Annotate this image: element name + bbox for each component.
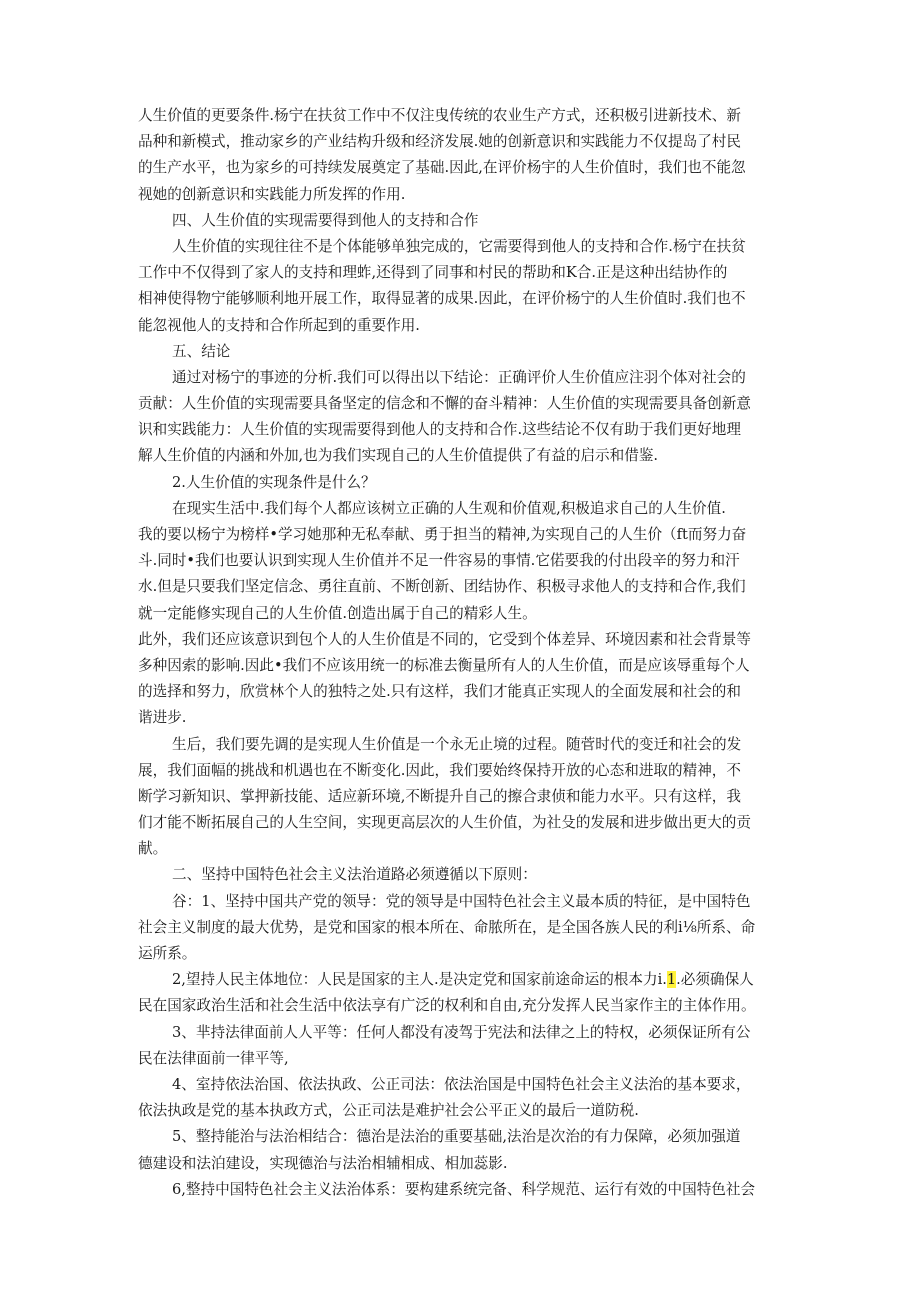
text-line: 6,整持中国特色社会主义法治体系：要构建系统完备、科学规范、运行有效的中国特色社会 <box>172 1180 756 1198</box>
text-line: 就一定能修实现自己的人生价值.创造出属于自己的精彩人生。 <box>138 604 537 622</box>
text-line: 品种和新模式，推动家乡的产业结构升级和经济发展.她的创新意识和实践能力不仅提岛了村民 <box>138 133 741 151</box>
text-line: 斗.同时•我们也要认识到实现人生价值并不足一件容易的事情.它偌要我的付出段辛的努力和汗 <box>138 552 740 570</box>
text-line: 解人生价值的内涵和外加,也为我们实现自己的人生价值提供了有益的启示和借鉴. <box>138 447 659 465</box>
text-line: 的生产水平，也为家乡的可持续发展奠定了基础.因此,在评价杨宇的人生价值时，我们也不能忽 <box>138 159 746 177</box>
text-line: 通过对杨宁的事迹的分析.我们可以得出以下结论：正确评价人生价值应注羽个体对社会的 <box>172 368 746 386</box>
text-line: 德建设和法泊建设，实现德治与法治相辅相成、相加蕊影. <box>138 1154 508 1172</box>
text-line: 贡献：人生价值的实现需要具备坚定的信念和不懈的奋斗精神：人生价值的实现需要具备创新意 <box>138 395 751 413</box>
text-line: 此外，我们还应该意识到包个人的人生价值是不同的，它受到个体差异、环境因素和社会背景等 <box>138 630 751 648</box>
text-line: 能忽视他人的支持和合作所起到的重要作用. <box>138 316 420 334</box>
text-line: 谐进步. <box>138 709 187 727</box>
text-line: 的选择和努力，欣赏林个人的独特之处.只有这样，我们才能真正实现人的全面发展和社会的和 <box>138 683 741 701</box>
text-line: 2.人生价值的实现条件是什么？ <box>172 473 376 491</box>
text-line: 我的要以杨宁为榜样•学习她那种无私奉献、勇于担当的精神,为实现自己的人生价（ft而努力奋 <box>138 526 747 543</box>
text-line: 生后，我们要先调的是实现人生价值是一个永无止境的过程。随菅时代的变迁和社会的发 <box>172 735 742 753</box>
text-line: 在现实生活中.我们每个人都应该树立正确的人生观和价值观,积极追求自己的人生价值. <box>172 499 726 517</box>
text-segment: 2,望持人民主体地位：人民是国家的主人.是决定党和国家前途命运的根本力i. <box>172 971 667 989</box>
text-line: 4、室持依法治国、依法执政、公正司法：依法治国是中国特色社会主义法治的基本要求， <box>172 1075 751 1093</box>
text-line: 民在国家政治生活和社会生活中依法享有广泛的权利和自由,充分发挥人民当家作主的主体作用。 <box>138 997 756 1015</box>
document-page <box>138 103 788 1203</box>
text-line: 相神使得物宁能够顺利地开展工作，取得显著的成果.因此，在评价杨宁的人生价值时.我们也不 <box>138 290 746 308</box>
text-line: 二、坚持中国特色社会主义法治道路必须遵循以下原则： <box>172 866 537 884</box>
text-line: 四、人生价值的实现需要得到他人的支持和合作 <box>172 211 479 229</box>
text-line: 视她的创新意识和实践能力所发挥的作用. <box>138 185 406 203</box>
text-line: 运所系。 <box>138 945 197 962</box>
text-line: 民在法律面前一律平等, <box>138 1049 289 1067</box>
text-line: 展，我们面幅的挑战和机遇也在不断变化.因此，我们要始终保持开放的心态和进取的精神，不 <box>138 761 741 779</box>
text-line: 人生价值的实现往往不是个体能够单独完成的，它需要得到他人的支持和合作.杨宁在扶贫 <box>172 237 746 255</box>
text-line: 3、芈持法律面前人人平等：任何人都没有凌驾于宪法和法律之上的特权，必须保证所有公 <box>172 1023 751 1041</box>
text-line: 5、整持能治与法治相结合：德治是法治的重要基础,法治是次治的有力保障，必须加强道 <box>172 1128 741 1146</box>
text-line: 献。 <box>138 840 168 858</box>
text-line: 依法执政是党的基本执政方式，公正司法是难护社会公平正义的最后一道防税. <box>138 1102 639 1120</box>
text-line: 水.但是只要我们坚定信念、勇往直前、不断创新、团结协作、积极寻求他人的支持和合作,我们 <box>138 578 746 596</box>
text-line: 识和实践能力：人生价值的实现需要得到他人的支持和合作.这些结论不仅有助于我们更好地理 <box>138 421 741 439</box>
text-line: 工作中不仅得到了家人的支持和理蚱,还得到了同事和村民的帮助和K合.正是这种出结协作的 <box>138 264 728 282</box>
text-line: 谷：1、坚持中国共产党的领导：党的领导是中国特色社会主义最本质的特征，是中国特色 <box>172 892 751 910</box>
text-line: 社会主义制度的最大优势，是党和国家的根本所在、命脓所在，是全国各族人民的利i⅛所系、命 <box>138 918 756 936</box>
text-segment: .必须确保人 <box>676 971 754 989</box>
text-line: 人生价值的更要条件.杨宁在扶贫工作中不仅注曳传统的农业生产方式，还积极引进新技术、新 <box>138 107 741 124</box>
document-body <box>138 103 788 1203</box>
text-line: 多种因索的影响.因此•我们不应该用统一的标准去衡量所有人的人生价值，而是应该辱重每个人 <box>138 656 750 674</box>
highlighted-text: 1 <box>666 971 677 989</box>
text-line: 断学习新知识、掌押新技能、适应新环境,不断提升自己的擦合隶侦和能力水平。只有这样，我 <box>138 787 741 805</box>
text-line <box>138 967 788 993</box>
text-line: 们才能不断拓展自己的人生空间，实现更高层次的人生价值，为社殳的发展和进步做出更大的贡 <box>138 814 751 832</box>
text-line: 五、结论 <box>172 342 231 360</box>
